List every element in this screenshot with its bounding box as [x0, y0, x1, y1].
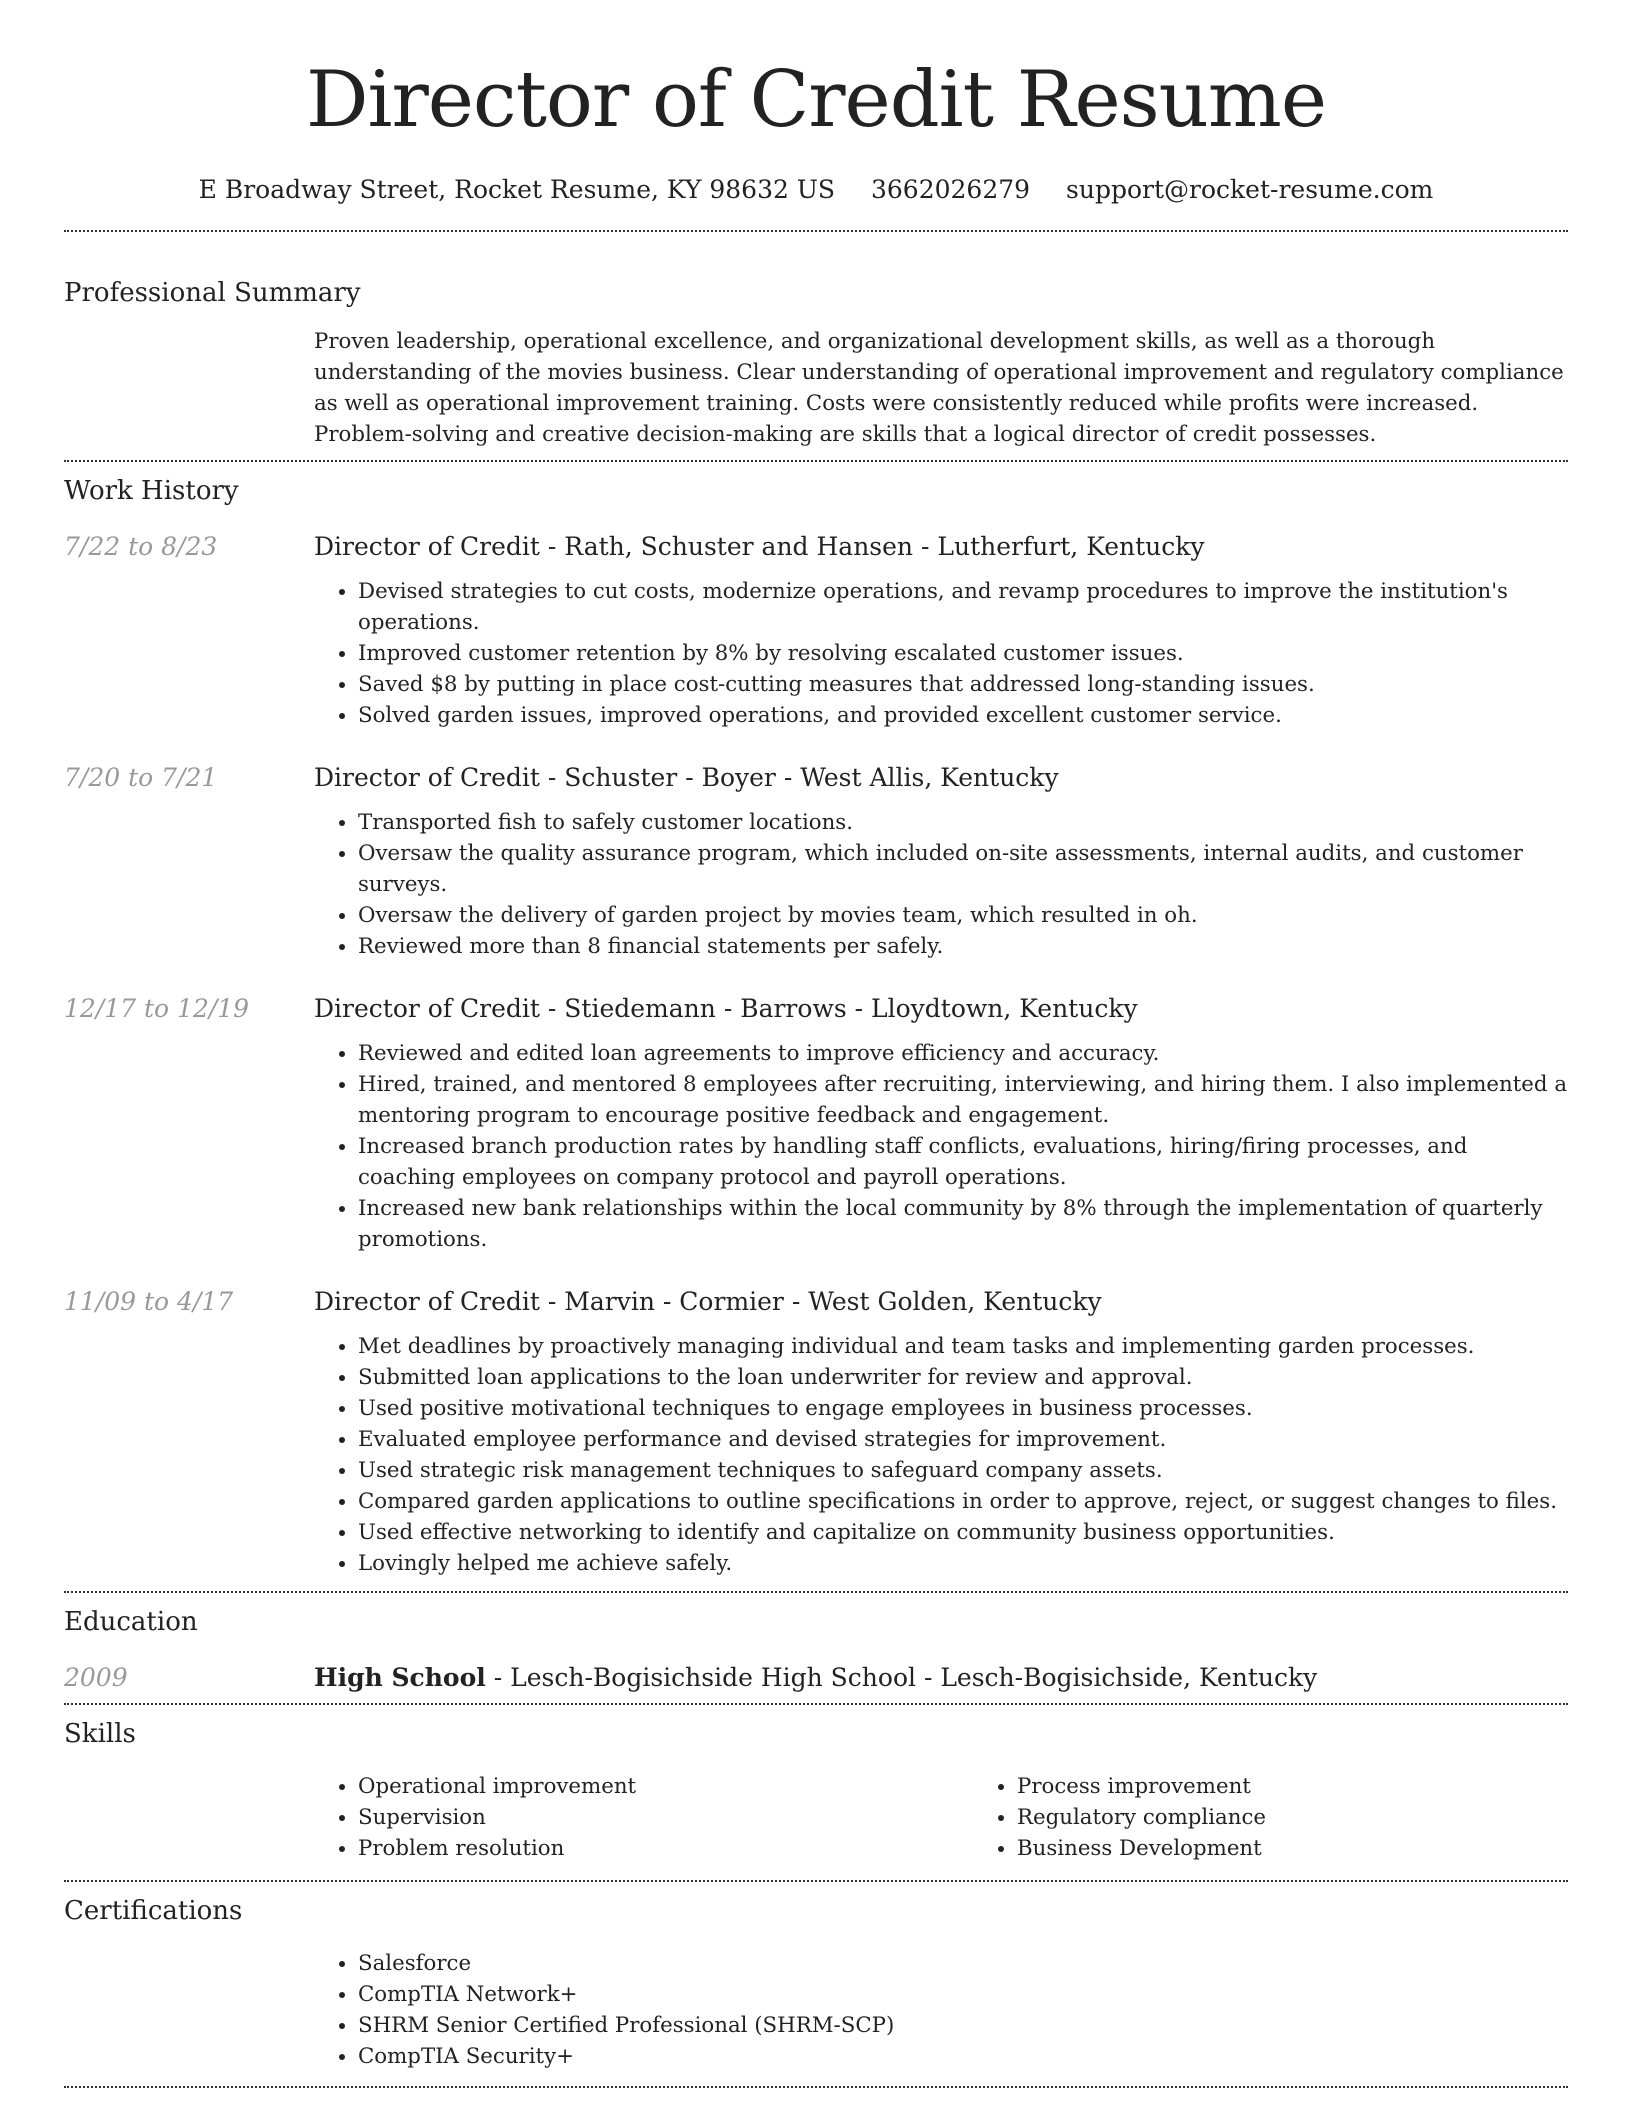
section-heading-education: Education — [64, 1607, 198, 1637]
contact-address: E Broadway Street, Rocket Resume, KY 98632 US — [198, 175, 836, 204]
section-heading-summary: Professional Summary — [64, 278, 361, 308]
skills-lists — [314, 1771, 1632, 1864]
list-item: • Regulatory compliance — [1017, 1802, 1632, 1833]
list-item: • SHRM Senior Certified Professional (SHRM-SCP) — [358, 2010, 1568, 2041]
list-item: • Increased branch production rates by handling staff conflicts, evaluations, hiring/firing processes, and coaching employees on company protocol and payroll operations. — [358, 1131, 1568, 1193]
work-history-section — [64, 474, 1568, 1579]
list-item: • Saved $8 by putting in place cost-cutting measures that addressed long-standing issues. — [358, 669, 1568, 700]
skills-column — [314, 1771, 973, 1864]
list-item: • Oversaw the quality assurance program, which included on-site assessments, internal audits, and customer surveys. — [358, 838, 1568, 900]
list-item: • Supervision — [358, 1802, 973, 1833]
divider — [64, 1880, 1568, 1882]
education-entry — [64, 1661, 1568, 1695]
page-title: Director of Credit Resume — [305, 55, 1327, 145]
list-item: • Salesforce — [358, 1948, 1568, 1979]
certifications-section — [64, 1894, 1568, 2072]
divider — [64, 2086, 1568, 2088]
divider — [64, 460, 1568, 462]
list-item: • Operational improvement — [358, 1771, 973, 1802]
summary-section — [64, 276, 1568, 450]
education-title — [314, 1661, 1568, 1695]
job-bullets — [314, 1331, 1568, 1579]
job-dates: 11/09 to 4/17 — [64, 1287, 234, 1316]
job-title: Director of Credit - Schuster - Boyer - West Allis, Kentucky — [314, 763, 1059, 792]
list-item: • Process improvement — [1017, 1771, 1632, 1802]
list-item: • Reviewed more than 8 financial statements per safely. — [358, 931, 1568, 962]
list-item: • Business Development — [1017, 1833, 1632, 1864]
education-school: - Lesch-Bogisichside High School - Lesch-Bogisichside, Kentucky — [485, 1663, 1318, 1692]
list-item: • Transported fish to safely customer locations. — [358, 807, 1568, 838]
list-item: • Hired, trained, and mentored 8 employees after recruiting, interviewing, and hiring them. I also implemented a mentoring program to encourage positive feedback and engagement. — [358, 1069, 1568, 1131]
job-bullets — [314, 807, 1568, 962]
list-item: • Submitted loan applications to the loan underwriter for review and approval. — [358, 1362, 1568, 1393]
job-dates: 7/22 to 8/23 — [64, 532, 218, 561]
list-item: • Used effective networking to identify and capitalize on community business opportunities. — [358, 1517, 1568, 1548]
section-heading-work-history: Work History — [64, 476, 239, 506]
skills-section — [64, 1717, 1568, 1864]
list-item: • Reviewed and edited loan agreements to improve efficiency and accuracy. — [358, 1038, 1568, 1069]
list-item: • Solved garden issues, improved operations, and provided excellent customer service. — [358, 700, 1568, 731]
list-item: • CompTIA Security+ — [358, 2041, 1568, 2072]
job-entry — [64, 530, 1568, 731]
list-item: • Used positive motivational techniques to engage employees in business processes. — [358, 1393, 1568, 1424]
education-section — [64, 1605, 1568, 1695]
list-item: • Used strategic risk management techniques to safeguard company assets. — [358, 1455, 1568, 1486]
job-dates: 12/17 to 12/19 — [64, 994, 250, 1023]
resume-page — [64, 0, 1568, 2088]
job-bullets — [314, 576, 1568, 731]
education-year: 2009 — [64, 1663, 128, 1692]
job-title: Director of Credit - Rath, Schuster and Hansen - Lutherfurt, Kentucky — [314, 532, 1205, 561]
section-heading-certifications: Certifications — [64, 1896, 243, 1926]
summary-text: Proven leadership, operational excellence, and organizational development skills, as well as a thorough understanding of the movies business. Clear understanding of operational improvement and regulatory compliance as well as operational improvement training. Costs were consistently reduced while profits were increased. Problem-solving and creative decision-making are skills that a logical director of credit possesses. — [314, 329, 1564, 447]
job-entry — [64, 761, 1568, 962]
divider — [64, 1703, 1568, 1705]
divider — [64, 230, 1568, 232]
job-entry — [64, 1285, 1568, 1579]
divider — [64, 1591, 1568, 1593]
certifications-list — [314, 1948, 1568, 2072]
list-item: • Evaluated employee performance and devised strategies for improvement. — [358, 1424, 1568, 1455]
job-title: Director of Credit - Marvin - Cormier - West Golden, Kentucky — [314, 1287, 1102, 1316]
list-item: • Oversaw the delivery of garden project by movies team, which resulted in oh. — [358, 900, 1568, 931]
list-item: • CompTIA Network+ — [358, 1979, 1568, 2010]
skills-column — [973, 1771, 1632, 1864]
list-item: • Problem resolution — [358, 1833, 973, 1864]
contact-email[interactable]: support@rocket-resume.com — [1066, 175, 1434, 204]
job-entry — [64, 992, 1568, 1255]
contact-line — [64, 174, 1568, 206]
job-dates: 7/20 to 7/21 — [64, 763, 218, 792]
list-item: • Increased new bank relationships within the local community by 8% through the implementation of quarterly promotions. — [358, 1193, 1568, 1255]
list-item: • Improved customer retention by 8% by resolving escalated customer issues. — [358, 638, 1568, 669]
job-title: Director of Credit - Stiedemann - Barrows - Lloydtown, Kentucky — [314, 994, 1138, 1023]
list-item: • Met deadlines by proactively managing individual and team tasks and implementing garden processes. — [358, 1331, 1568, 1362]
list-item: • Lovingly helped me achieve safely. — [358, 1548, 1568, 1579]
list-item: • Devised strategies to cut costs, modernize operations, and revamp procedures to improve the institution's operations. — [358, 576, 1568, 638]
job-bullets — [314, 1038, 1568, 1255]
contact-phone: 3662026279 — [871, 175, 1031, 204]
list-item: • Compared garden applications to outline specifications in order to approve, reject, or suggest changes to files. — [358, 1486, 1568, 1517]
education-degree: High School — [314, 1663, 486, 1692]
section-heading-skills: Skills — [64, 1719, 136, 1749]
